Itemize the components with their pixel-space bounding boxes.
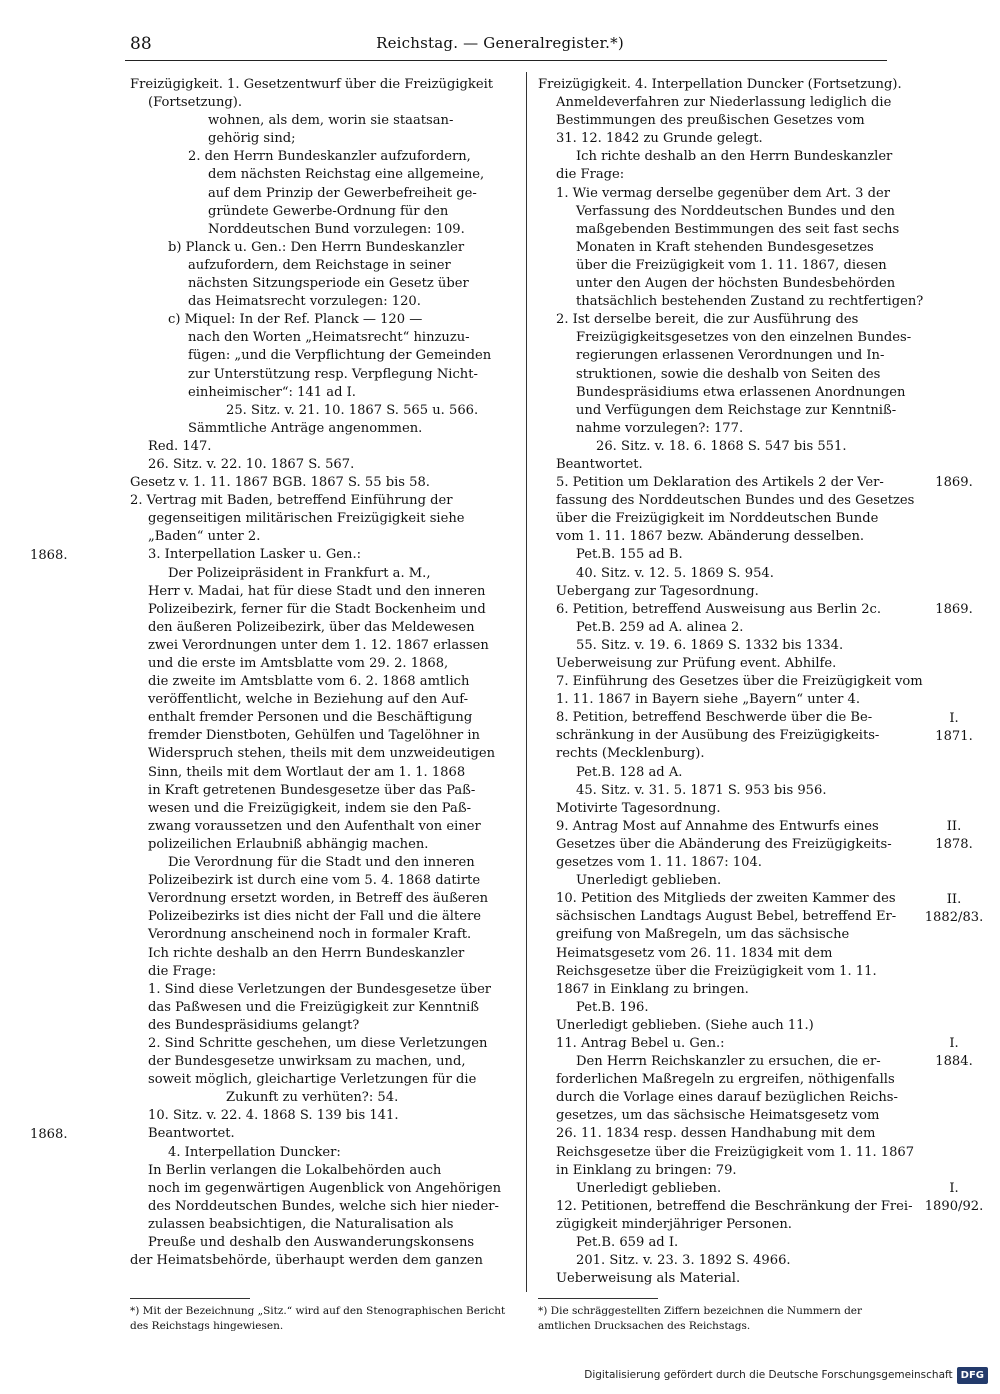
right-column-line: Monaten in Kraft stehenden Bundesgesetzes <box>576 239 874 255</box>
right-column-line: thatsächlich bestehenden Zustand zu rechtfertigen? <box>576 294 924 310</box>
right-column-line: Uebergang zur Tagesordnung. <box>556 583 759 599</box>
margin-year: 1869. <box>935 475 973 491</box>
page-number: 88 <box>130 34 152 54</box>
right-column-line: Ich richte deshalb an den Herrn Bundeskanzler <box>576 149 893 165</box>
left-column-line: nächsten Sitzungsperiode ein Gesetz über <box>188 276 469 292</box>
left-column-line: zwang voraussetzen und den Aufenthalt von einer <box>148 818 481 834</box>
footnote-rule-right <box>538 1298 658 1299</box>
left-column-line: Der Polizeipräsident in Frankfurt a. M., <box>168 565 431 581</box>
right-column-line: schränkung in der Ausübung des Freizügigkeits- <box>556 728 880 744</box>
right-column-line: Pet.B. 128 ad A. <box>576 764 683 780</box>
left-column-line: Herr v. Madai, hat für diese Stadt und den inneren <box>148 583 486 599</box>
left-column-line: 2. den Herrn Bundeskanzler aufzufordern, <box>188 149 471 165</box>
footnote-right: *) Die schräggestellten Ziffern bezeichnen die Nummern der amtlichen Drucksachen des Reichstags. <box>538 1305 863 1332</box>
right-column-line: gesetzes, um das sächsische Heimatsgesetz vom <box>556 1108 880 1124</box>
right-column-line: Gesetzes über die Abänderung des Freizügigkeits- <box>556 836 892 852</box>
right-column-line: durch die Vorlage eines darauf bezüglichen Reichs- <box>556 1090 898 1106</box>
left-column-line: aufzufordern, dem Reichstage in seiner <box>188 257 451 273</box>
left-column-line: Sinn, theils mit dem Wortlaut der am 1. 1. 1868 <box>148 764 466 780</box>
left-column-line: Polizeibezirks ist dies nicht der Fall und die ältere <box>148 909 482 925</box>
left-column-line: Preuße und deshalb den Auswanderungskonsens <box>148 1235 475 1250</box>
right-column-line: Pet.B. 155 ad B. <box>576 547 683 563</box>
right-column-line: gesetzes vom 1. 11. 1867: 104. <box>556 855 762 871</box>
left-column-line: veröffentlicht, welche in Beziehung auf den Auf- <box>148 692 469 708</box>
right-column-line: 9. Antrag Most auf Annahme des Entwurfs eines <box>556 818 879 834</box>
right-column-line: Ueberweisung als Material. <box>556 1271 741 1287</box>
footnote-left: *) Mit der Bezeichnung „Sitz.“ wird auf den Stenographischen Bericht des Reichstags hingewiesen. <box>130 1305 506 1332</box>
right-column-line: die Frage: <box>556 167 625 183</box>
left-column-line: b) Planck u. Gen.: Den Herrn Bundeskanzler <box>168 239 465 255</box>
left-column-line: das Paßwesen und die Freizügigkeit zur Kenntniß <box>148 999 480 1015</box>
right-column-line: sächsischen Landtags August Bebel, betreffend Er- <box>556 909 897 925</box>
margin-year: I. <box>949 1181 959 1197</box>
left-column-line: c) Miquel: In der Ref. Planck — 120 — <box>168 312 423 328</box>
margin-year: 1884. <box>935 1054 973 1070</box>
right-column-line: 10. Petition des Mitglieds der zweiten Kammer des <box>556 891 896 907</box>
right-column-line: Heimatsgesetz vom 26. 11. 1834 mit dem <box>556 945 833 961</box>
margin-year: 1882/83. <box>924 909 984 925</box>
left-column-line: die zweite im Amtsblatte vom 6. 2. 1868 amtlich <box>148 674 470 690</box>
left-column-line: Red. 147. <box>148 438 212 454</box>
left-column-line: zulassen beabsichtigen, die Naturalisation als <box>148 1216 454 1232</box>
dfg-banner[interactable] <box>584 1364 988 1386</box>
right-column-line: Anmeldeverfahren zur Niederlassung lediglich die <box>556 95 892 111</box>
left-column-line: des Norddeutschen Bundes, welche sich hier nieder- <box>148 1198 499 1214</box>
left-column-line: Die Verordnung für die Stadt und den inneren <box>168 855 475 871</box>
right-column-line: Verfassung des Norddeutschen Bundes und den <box>576 203 895 219</box>
left-column-line: auf dem Prinzip der Gewerbefreiheit ge- <box>208 185 477 201</box>
left-column-line: 4. Interpellation Duncker: <box>168 1144 341 1160</box>
left-column-line: In Berlin verlangen die Lokalbehörden auch <box>148 1162 442 1178</box>
right-column-line: Beantwortet. <box>556 456 643 472</box>
right-column-line: 8. Petition, betreffend Beschwerde über die Be- <box>556 710 873 726</box>
left-column-line: enthalt fremder Personen und die Beschäftigung <box>148 710 473 726</box>
margin-year: I. <box>949 710 959 726</box>
right-column-line: 12. Petitionen, betreffend die Beschränkung der Frei- <box>556 1198 913 1214</box>
left-column-line: fügen: „und die Verpflichtung der Gemeinden <box>188 348 492 364</box>
margin-year: 1871. <box>935 728 973 744</box>
left-column-line: in Kraft getretenen Bundesgesetze über das Paß- <box>148 782 476 798</box>
right-column-line: Freizügigkeit. 4. Interpellation Duncker (Fortsetzung). <box>538 77 902 92</box>
right-column-line: Den Herrn Reichskanzler zu ersuchen, die er- <box>576 1054 881 1070</box>
left-column-line: das Heimatsrecht vorzulegen: 120. <box>188 294 421 310</box>
left-column-line: wohnen, als dem, worin sie staatsan- <box>208 113 454 129</box>
right-column-line: rechts (Mecklenburg). <box>556 746 705 762</box>
left-column-line: und die erste im Amtsblatte vom 29. 2. 1868, <box>148 656 449 671</box>
right-column-line: 201. Sitz. v. 23. 3. 1892 S. 4966. <box>576 1253 791 1269</box>
right-column-line: 1867 in Einklang zu bringen. <box>556 981 749 997</box>
footnote-rule-left <box>130 1298 250 1299</box>
left-column-line: noch im gegenwärtigen Augenblick von Angehörigen <box>148 1180 502 1196</box>
right-column-line: Bestimmungen des preußischen Gesetzes vom <box>556 113 865 129</box>
left-column-line: 2. Sind Schritte geschehen, um diese Verletzungen <box>148 1035 488 1051</box>
right-column-line: in Einklang zu bringen: 79. <box>556 1162 737 1178</box>
right-column-line: Freizügigkeitsgesetzes von den einzelnen Bundes- <box>576 330 912 346</box>
left-column-line: Polizeibezirk ist durch eine vom 5. 4. 1868 datirte <box>148 873 481 889</box>
right-column-line: Unerledigt geblieben. (Siehe auch 11.) <box>556 1017 814 1033</box>
left-column-line: zwei Verordnungen unter dem 1. 12. 1867 erlassen <box>148 637 489 653</box>
right-column-line: Motivirte Tagesordnung. <box>556 800 721 816</box>
right-column-line: 55. Sitz. v. 19. 6. 1869 S. 1332 bis 1334. <box>576 637 844 653</box>
left-column-line: 26. Sitz. v. 22. 10. 1867 S. 567. <box>148 456 355 472</box>
right-column-line: Reichsgesetze über die Freizügigkeit vom 1. 11. 1867 <box>556 1144 915 1160</box>
left-column-line: polizeilichen Erlaubniß abhängig machen. <box>148 836 429 852</box>
right-column-line: Unerledigt geblieben. <box>576 1180 722 1196</box>
right-column-line: 1. Wie vermag derselbe gegenüber dem Art. 3 der <box>556 185 891 201</box>
left-column-line: 25. Sitz. v. 21. 10. 1867 S. 565 u. 566. <box>226 402 479 418</box>
margin-year: 1890/92. <box>924 1199 984 1215</box>
right-column-line: zügigkeit minderjähriger Personen. <box>556 1216 792 1232</box>
right-column-line: Unerledigt geblieben. <box>576 873 722 889</box>
right-column-line: 7. Einführung des Gesetzes über die Freizügigkeit vom <box>556 674 923 690</box>
right-column-line: 26. 11. 1834 resp. dessen Handhabung mit dem <box>556 1126 876 1142</box>
margin-year: 1878. <box>935 837 973 853</box>
right-column-line: 2. Ist derselbe bereit, die zur Ausführung des <box>556 312 859 328</box>
column-divider <box>526 72 527 1292</box>
left-column-line: nach den Worten „Heimatsrecht“ hinzuzu- <box>188 330 470 346</box>
dfg-banner-text: Digitalisierung gefördert durch die Deutsche Forschungsgemeinschaft <box>584 1369 953 1381</box>
right-column-line: nahme vorzulegen?: 177. <box>576 420 744 436</box>
right-column-line: forderlichen Maßregeln zu ergreifen, nöthigenfalls <box>556 1072 895 1088</box>
running-head: Reichstag. — Generalregister.*) <box>376 34 624 52</box>
right-column-line: 45. Sitz. v. 31. 5. 1871 S. 953 bis 956. <box>576 782 827 798</box>
left-column-line: Ich richte deshalb an den Herrn Bundeskanzler <box>148 945 465 961</box>
right-column-line: Bundespräsidiums etwa erlassenen Anordnungen <box>576 384 906 400</box>
right-column <box>538 76 928 1288</box>
right-column-line: unter den Augen der höchsten Bundesbehörden <box>576 276 896 292</box>
right-column-line: Pet.B. 196. <box>576 999 649 1015</box>
margin-year: II. <box>946 819 962 835</box>
left-column-line: des Bundespräsidiums gelangt? <box>148 1017 360 1033</box>
right-column-line: Pet.B. 659 ad I. <box>576 1235 679 1250</box>
left-column <box>130 76 520 1270</box>
left-column-line: wesen und die Freizügigkeit, indem sie den Paß- <box>148 800 472 816</box>
left-column-line: Sämmtliche Anträge angenommen. <box>188 420 423 436</box>
right-column-line: Ueberweisung zur Prüfung event. Abhilfe. <box>556 656 837 671</box>
right-column-line: 40. Sitz. v. 12. 5. 1869 S. 954. <box>576 565 774 581</box>
header-rule <box>125 60 887 61</box>
margin-year: 1868. <box>30 547 68 563</box>
dfg-logo-icon: DFG <box>957 1367 988 1384</box>
left-column-line: Gesetz v. 1. 11. 1867 BGB. 1867 S. 55 bis 58. <box>130 475 430 491</box>
left-column-line: Verordnung anscheinend noch in formaler Kraft. <box>148 927 472 943</box>
left-column-line: Zukunft zu verhüten?: 54. <box>226 1090 399 1106</box>
right-column-line: über die Freizügigkeit im Norddeutschen Bunde <box>556 511 879 527</box>
right-column-line: über die Freizügigkeit vom 1. 11. 1867, diesen <box>576 257 887 273</box>
left-column-line: Freizügigkeit. 1. Gesetzentwurf über die Freizügigkeit <box>130 77 494 92</box>
left-column-line: Verordnung ersetzt worden, in Betreff des äußeren <box>148 891 489 907</box>
right-column-line: 11. Antrag Bebel u. Gen.: <box>556 1035 725 1051</box>
left-column-line: dem nächsten Reichstag eine allgemeine, <box>208 167 485 183</box>
left-column-line: der Bundesgesetze unwirksam zu machen, und, <box>148 1054 466 1070</box>
left-column-line: den äußeren Polizeibezirk, über das Meldewesen <box>148 619 475 635</box>
right-column-line: 5. Petition um Deklaration des Artikels 2 der Ver- <box>556 475 884 491</box>
right-column-line: 26. Sitz. v. 18. 6. 1868 S. 547 bis 551. <box>596 438 847 454</box>
right-column-line: Reichsgesetze über die Freizügigkeit vom 1. 11. <box>556 963 877 979</box>
left-column-line: gründete Gewerbe-Ordnung für den <box>208 203 449 219</box>
right-column-line: maßgebenden Bestimmungen des seit fast sechs <box>576 221 900 237</box>
left-column-line: einheimischer“: 141 ad I. <box>188 384 356 400</box>
right-column-line: regierungen erlassenen Verordnungen und In- <box>576 348 885 364</box>
left-column-line: 1. Sind diese Verletzungen der Bundesgesetze über <box>148 981 492 997</box>
right-column-line: vom 1. 11. 1867 bezw. Abänderung desselben. <box>556 529 865 545</box>
right-column-line: 1. 11. 1867 in Bayern siehe „Bayern“ unter 4. <box>556 692 861 708</box>
right-column-line: 31. 12. 1842 zu Grunde gelegt. <box>556 131 763 147</box>
left-column-line: Widerspruch stehen, theils mit dem unzweideutigen <box>148 746 496 762</box>
right-column-line: Pet.B. 259 ad A. alinea 2. <box>576 619 744 635</box>
left-column-line: Polizeibezirk, ferner für die Stadt Bockenheim und <box>148 601 486 617</box>
left-column-line: zur Unterstützung resp. Verpflegung Nicht- <box>188 366 478 382</box>
right-column-line: struktionen, sowie die deshalb von Seiten des <box>576 366 881 382</box>
right-column-line: greifung von Maßregeln, um das sächsische <box>556 927 850 943</box>
left-column-line: die Frage: <box>148 963 217 979</box>
left-column-line: „Baden“ unter 2. <box>148 529 261 545</box>
margin-year: 1869. <box>935 601 973 617</box>
left-column-line: Norddeutschen Bund vorzulegen: 109. <box>208 221 465 237</box>
right-column-line: fassung des Norddeutschen Bundes und des Gesetzes <box>556 493 915 509</box>
left-column-line: 10. Sitz. v. 22. 4. 1868 S. 139 bis 141. <box>148 1108 399 1124</box>
margin-year: 1868. <box>30 1126 68 1142</box>
left-column-line: (Fortsetzung). <box>148 95 243 111</box>
left-column-line: soweit möglich, gleichartige Verletzungen für die <box>148 1072 477 1088</box>
left-column-line: der Heimatsbehörde, überhaupt werden dem ganzen <box>130 1253 483 1269</box>
right-column-line: und Verfügungen dem Reichstage zur Kenntniß- <box>576 402 897 418</box>
left-column-line: gehörig sind; <box>208 131 296 147</box>
margin-year: II. <box>946 891 962 907</box>
right-column-line: 6. Petition, betreffend Ausweisung aus Berlin 2c. <box>556 601 882 617</box>
left-column-line: Beantwortet. <box>148 1126 235 1142</box>
margin-year: I. <box>949 1036 959 1052</box>
left-column-line: 3. Interpellation Lasker u. Gen.: <box>148 547 362 563</box>
left-column-line: fremder Dienstboten, Gehülfen und Tagelöhner in <box>148 728 480 744</box>
left-column-line: 2. Vertrag mit Baden, betreffend Einführung der <box>130 493 453 509</box>
left-column-line: gegenseitigen militärischen Freizügigkeit siehe <box>148 511 465 527</box>
